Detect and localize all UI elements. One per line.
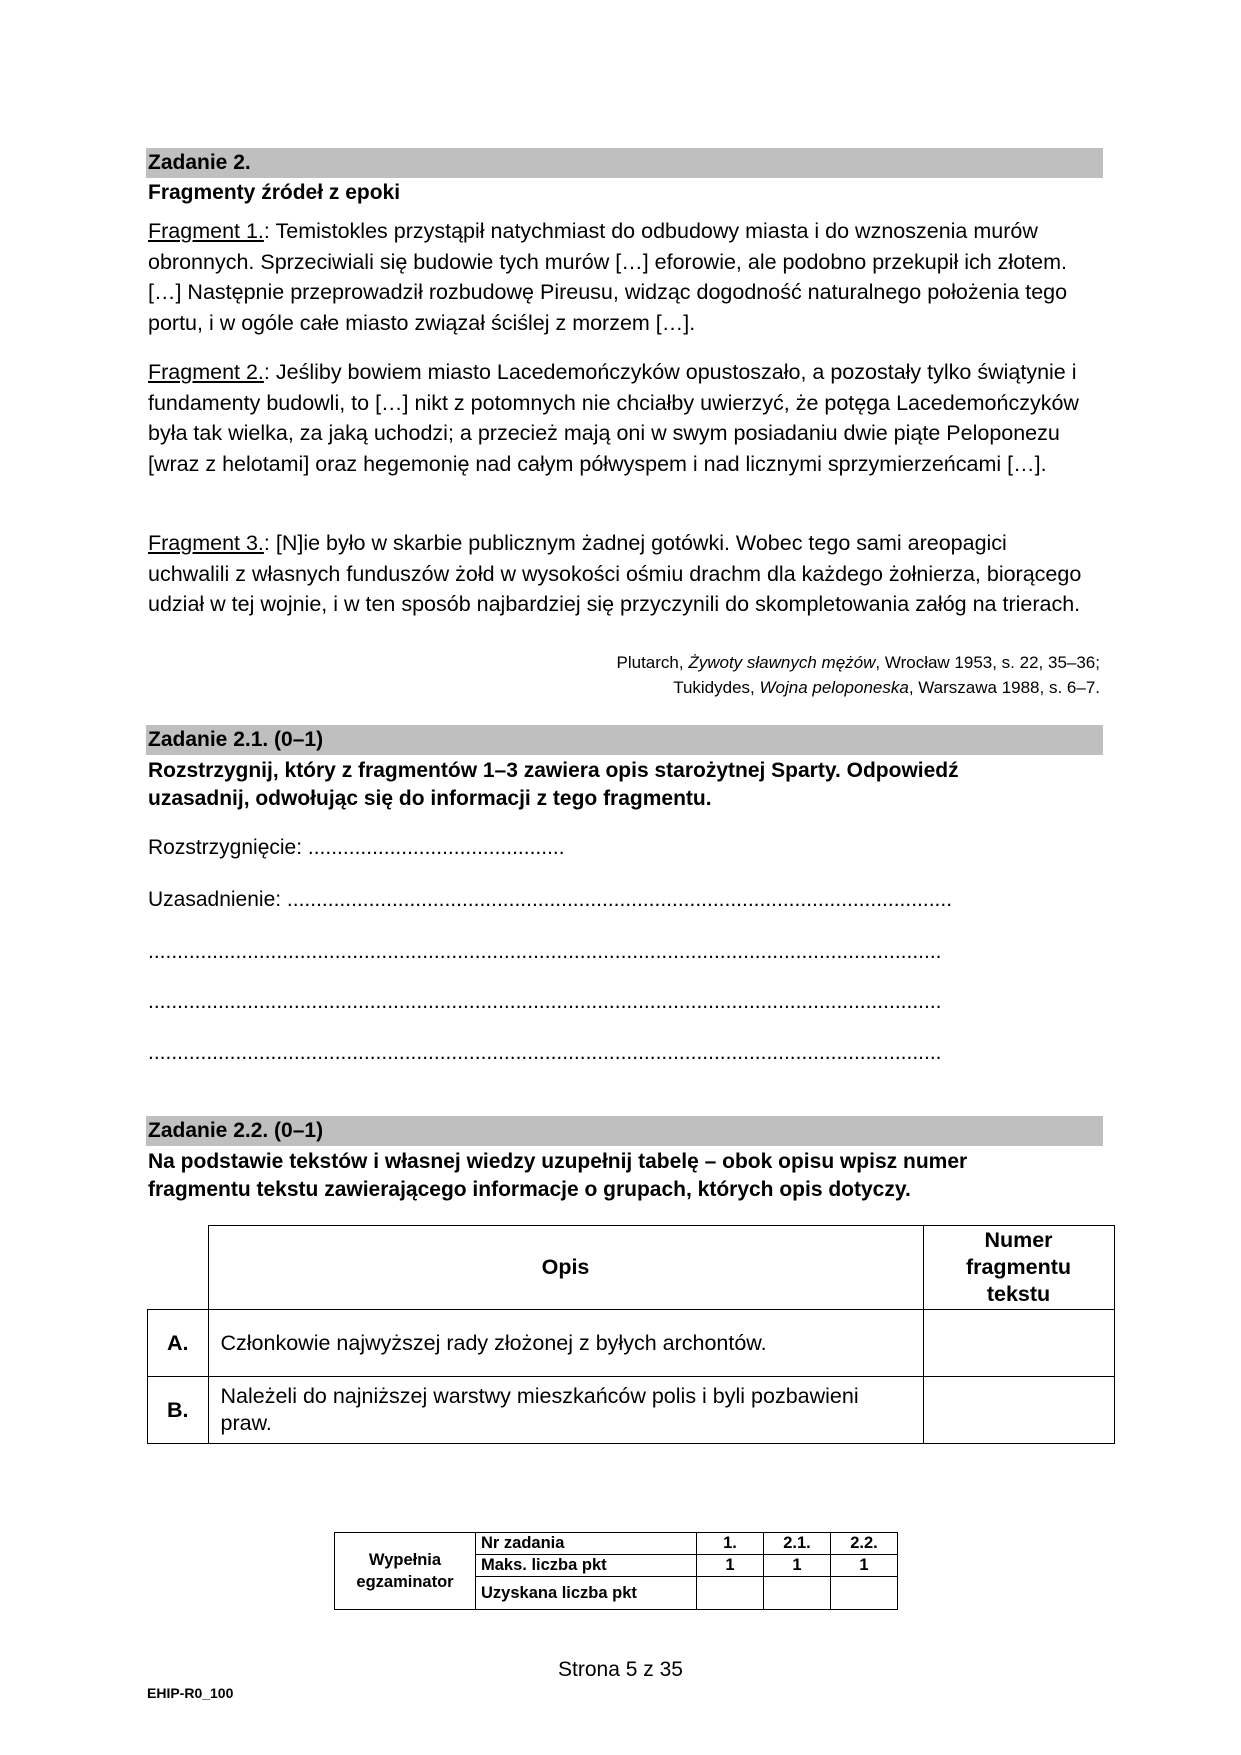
examiner-table [334,1532,898,1610]
justification-line-3[interactable]: ........................................................................................................................................ [148,990,942,1013]
task22-instruction-2: fragmentu tekstu zawierającego informacje o grupach, których opis dotyczy. [148,1178,911,1201]
task22-header: Zadanie 2.2. (0–1) [146,1116,1103,1146]
obtained-points-cell[interactable] [831,1577,898,1610]
fragment-3 [148,528,1093,620]
task-number-label: Nr zadania [476,1533,697,1555]
task21-instruction-2: uzasadnij, odwołując się do informacji z tego fragmentu. [148,787,712,810]
justification-line-2[interactable]: ........................................................................................................................................ [148,940,942,963]
obtained-points-cell[interactable] [764,1577,831,1610]
table-corner [148,1226,209,1310]
examiner-label-line1: Wypełnia [368,1551,442,1569]
row-answer-cell[interactable] [923,1377,1114,1444]
source-plutarch [617,650,1100,675]
task-number: 1. [697,1533,764,1555]
justification-answer-line[interactable]: Uzasadnienie: .................................................................................................................. [148,888,953,911]
table-row [148,1310,1115,1377]
max-points: 1 [697,1555,764,1577]
task2-header: Zadanie 2. [146,148,1103,178]
fragment-1-text: : Temistokles przystąpił natychmiast do odbudowy miasta i do wznoszenia murów obronnych. Sprzeciwiali się budowie tych murów […] eforowie, ale podobno przekupił ich złotem. […] Następnie przeprowadził rozbudowę Pireusu, widząc dogodność naturalnego położenia tego portu, i w ogóle całe miasto związał ściślej z morzem […]. [148,219,1068,335]
row-letter: A. [148,1310,209,1377]
obtained-points-label: Uzyskana liczba pkt [476,1577,697,1610]
fragment-3-label: Fragment 3. [148,531,264,555]
fragment-1-label: Fragment 1. [148,219,264,243]
fragment-1 [148,216,1093,338]
examiner-label-line2: egzaminator [356,1573,454,1591]
col-header-opis: Opis [208,1226,923,1310]
fragment-2 [148,357,1093,479]
col-header-numer-line1: Numer [984,1228,1053,1252]
examiner-label [335,1533,476,1610]
source-plutarch-author: Plutarch, [616,653,689,672]
source-tukidydes-rest: , Warszawa 1988, s. 6–7. [908,678,1100,697]
source-plutarch-rest: , Wrocław 1953, s. 22, 35–36; [875,653,1100,672]
source-tukidydes-title: Wojna peloponeska [759,678,909,697]
obtained-points-cell[interactable] [697,1577,764,1610]
col-header-numer-line3: tekstu [986,1282,1051,1306]
source-tukidydes [673,675,1100,700]
fragment-3-text: : [N]ie było w skarbie publicznym żadnej gotówki. Wobec tego sami areopagici uchwalili z własnych funduszów żołd w wysokości ośmiu drachm dla każdego żołnierza, biorącego udział w tej wojnie, i w ten sposób najbardziej się przyczynili do skompletowania załóg na trierach. [148,531,1082,616]
task21-instruction-1: Rozstrzygnij, który z fragmentów 1–3 zawiera opis starożytnej Sparty. Odpowiedź [148,759,959,782]
table-row [148,1377,1115,1444]
row-description: Członkowie najwyższej rady złożonej z byłych archontów. [208,1310,923,1377]
max-points-label: Maks. liczba pkt [476,1555,697,1577]
fragment-2-label: Fragment 2. [148,360,264,384]
task-number: 2.1. [764,1533,831,1555]
task-number: 2.2. [831,1533,898,1555]
decision-answer-line[interactable]: Rozstrzygnięcie: ............................................ [148,836,565,859]
page-number: Strona 5 z 35 [558,1658,683,1681]
col-header-numer-line2: fragmentu [965,1255,1072,1279]
table-header-row [148,1226,1115,1310]
row-letter: B. [148,1377,209,1444]
col-header-numer [923,1226,1114,1310]
row-answer-cell[interactable] [923,1310,1114,1377]
row-description: Należeli do najniższej warstwy mieszkańców polis i byli pozbawieni praw. [208,1377,923,1444]
max-points: 1 [831,1555,898,1577]
source-plutarch-title: Żywoty sławnych mężów [688,653,876,672]
max-points: 1 [764,1555,831,1577]
task22-table [147,1225,1115,1444]
fragment-2-text: : Jeśliby bowiem miasto Lacedemończyków opustoszało, a pozostały tylko świątynie i fundamenty budowli, to […] nikt z potomnych nie chciałby uwierzyć, że potęga Lacedemończyków była tak wielka, za jaką uchodzi; a przecież mają oni w swym posiadaniu dwie piąte Peloponezu [wraz z helotami] oraz hegemonię nad całym półwyspem i nad licznymi sprzymierzeńcami […]. [148,360,1079,476]
justification-line-4[interactable]: ........................................................................................................................................ [148,1041,942,1064]
task22-instruction-1: Na podstawie tekstów i własnej wiedzy uzupełnij tabelę – obok opisu wpisz numer [148,1150,968,1173]
task2-subtitle: Fragmenty źródeł z epoki [148,181,401,204]
source-tukidydes-author: Tukidydes, [673,678,760,697]
task21-header: Zadanie 2.1. (0–1) [146,725,1103,755]
exam-code: EHIP-R0_100 [147,1685,234,1701]
